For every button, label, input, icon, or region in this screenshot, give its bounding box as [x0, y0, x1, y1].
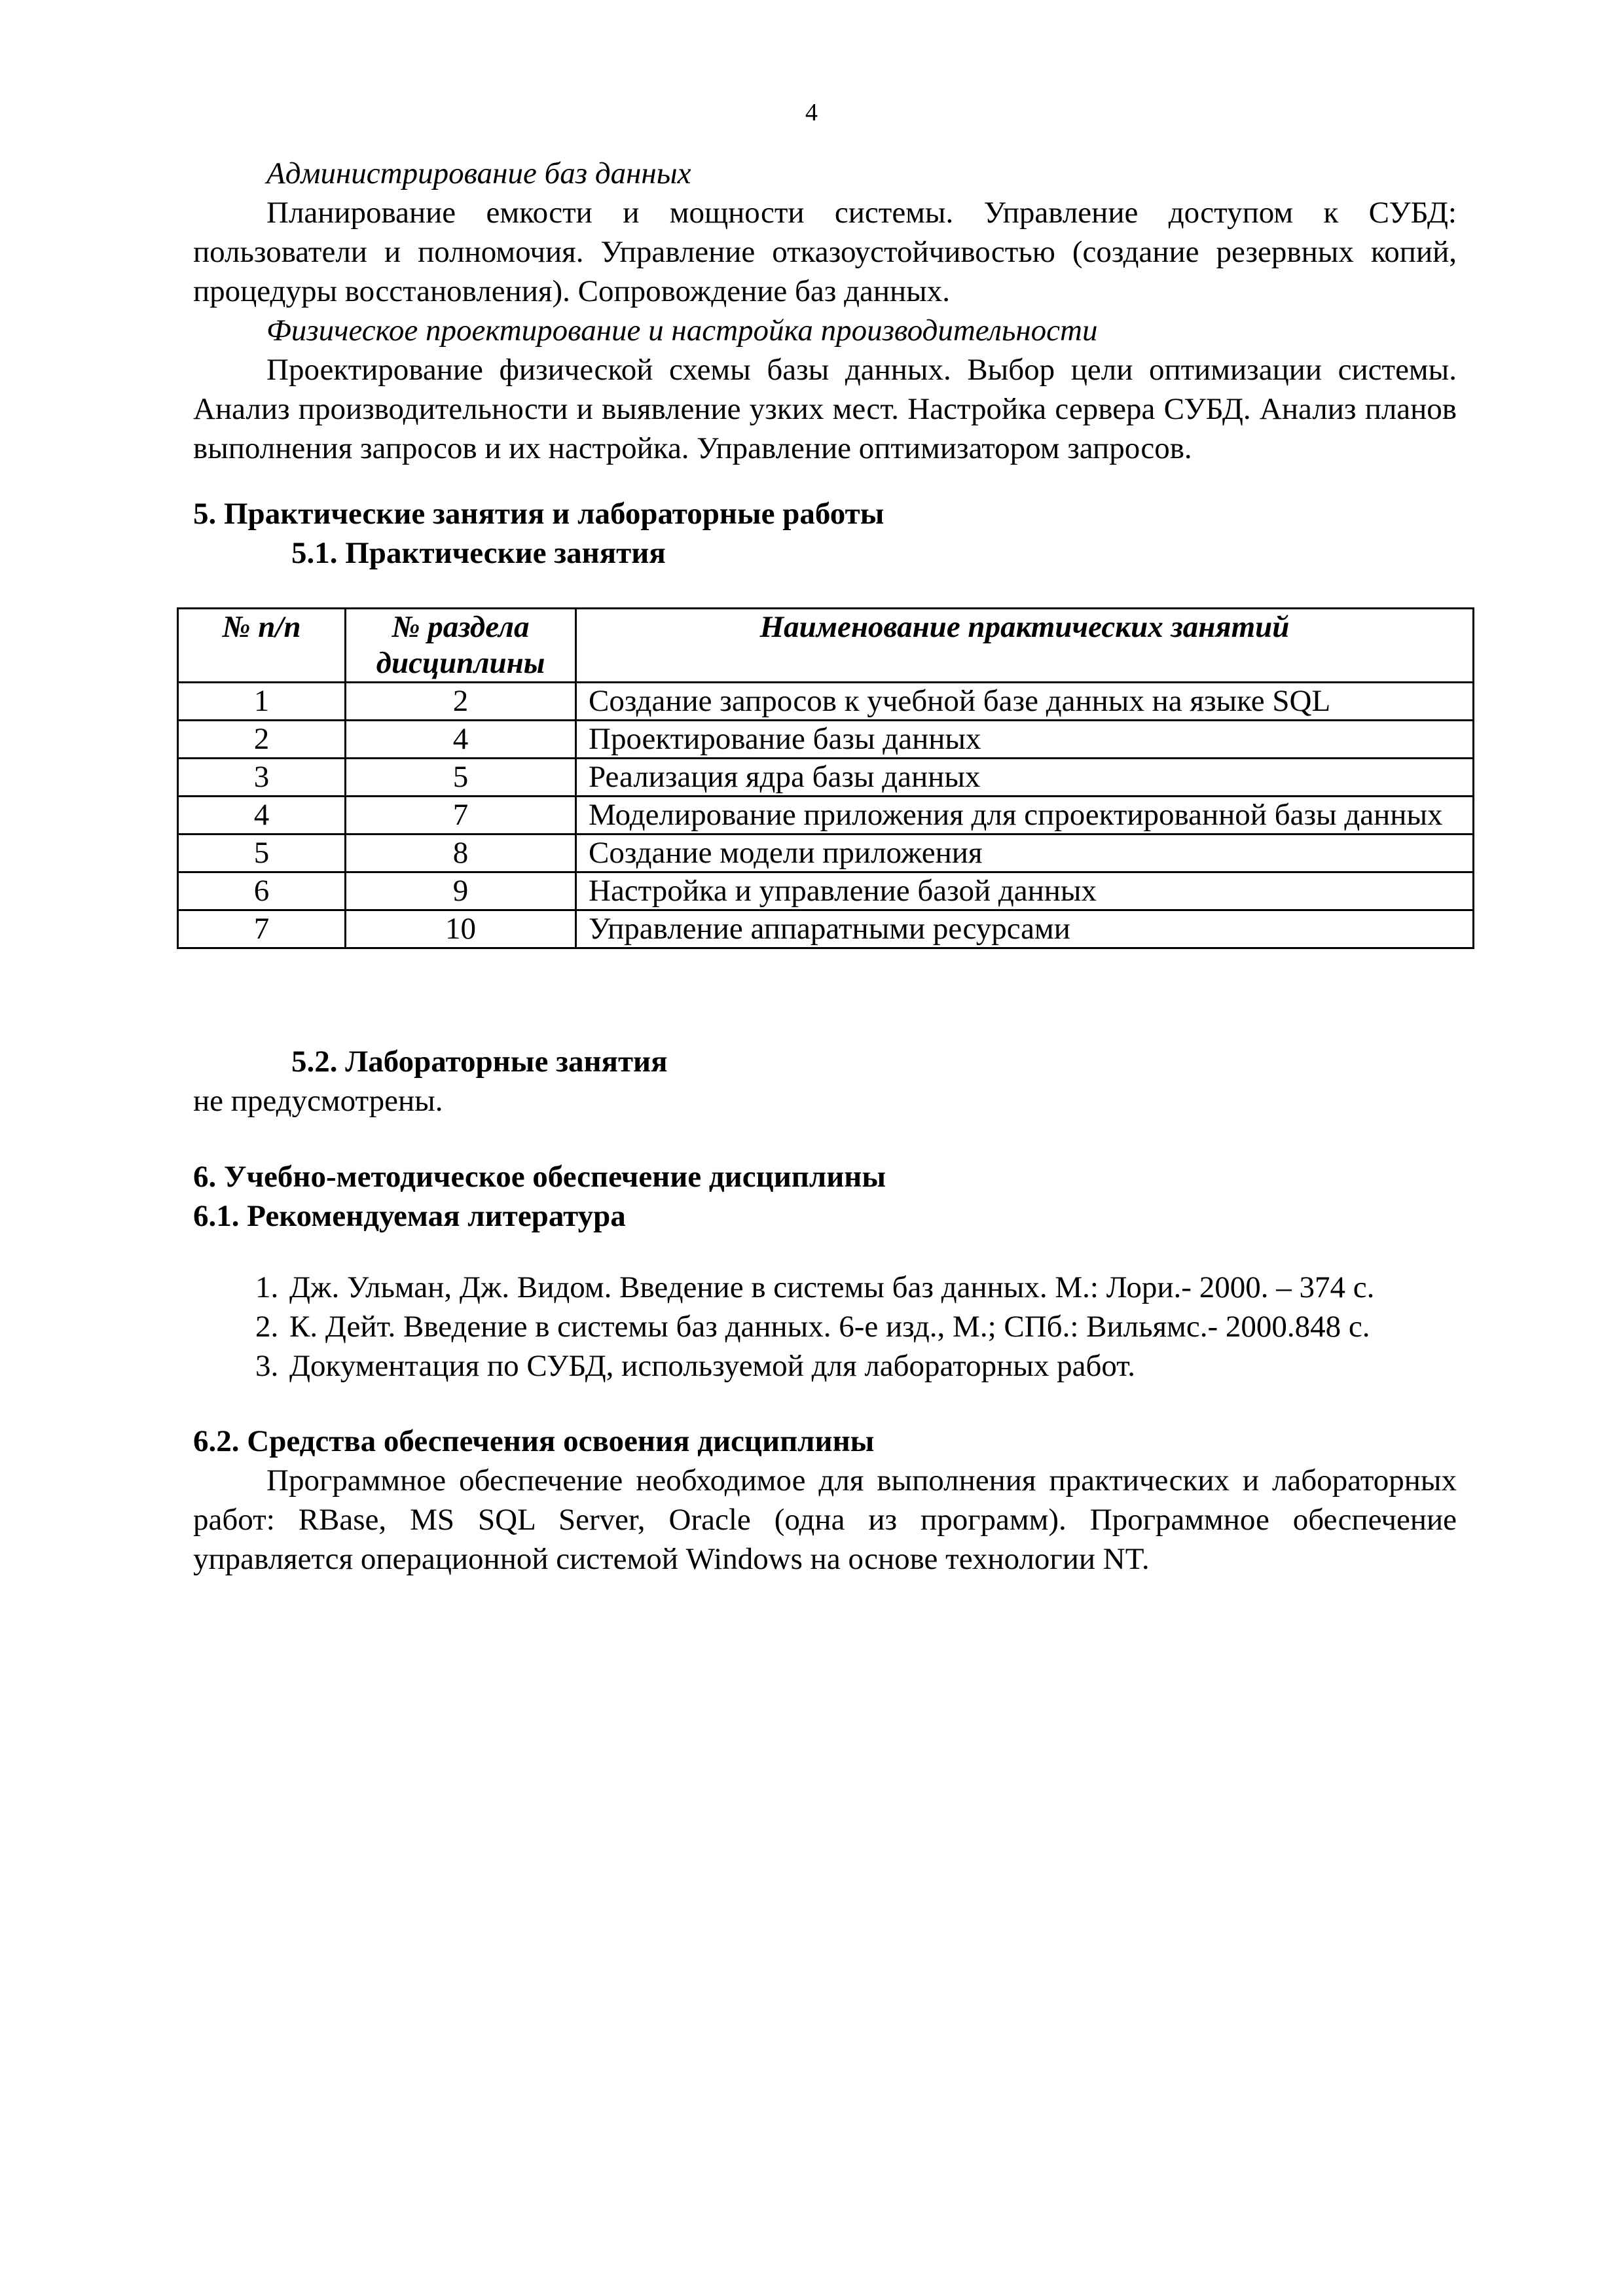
list-item-text: Дж. Ульман, Дж. Видом. Введение в системы баз данных. М.: Лори.- 2000. – 374 с.	[289, 1270, 1375, 1304]
table-row	[178, 797, 1474, 834]
row-num: 6	[178, 872, 346, 910]
row-name: Реализация ядра базы данных	[576, 759, 1474, 797]
row-section: 8	[346, 834, 576, 872]
table-row	[178, 910, 1474, 948]
list-item-number: 2.	[255, 1310, 279, 1344]
row-section: 5	[346, 759, 576, 797]
section6-sub2: 6.2. Средства обеспечения освоения дисциплины	[193, 1424, 875, 1458]
row-num: 1	[178, 683, 346, 721]
physical-heading: Физическое проектирование и настройка производительности	[266, 314, 1098, 348]
section5-sub2-text: не предусмотрены.	[193, 1084, 443, 1118]
section5-sub1: 5.1. Практические занятия	[291, 536, 666, 570]
list-item	[255, 1268, 1473, 1307]
row-name: Создание запросов к учебной базе данных на языке SQL	[576, 683, 1474, 721]
row-section: 2	[346, 683, 576, 721]
section6-sub1: 6.1. Рекомендуемая литература	[193, 1199, 626, 1233]
row-section: 9	[346, 872, 576, 910]
table-row	[178, 872, 1474, 910]
table-row	[178, 683, 1474, 721]
section6-title: 6. Учебно-методическое обеспечение дисциплины	[193, 1160, 886, 1194]
table-row	[178, 759, 1474, 797]
row-num: 3	[178, 759, 346, 797]
row-section: 7	[346, 797, 576, 834]
row-section: 4	[346, 721, 576, 759]
row-name: Проектирование базы данных	[576, 721, 1474, 759]
literature-list	[255, 1268, 1473, 1386]
list-item-text: К. Дейт. Введение в системы баз данных. 6-е изд., М.; СПб.: Вильямс.- 2000.848 с.	[289, 1310, 1370, 1344]
header-name: Наименование практических занятий	[576, 609, 1474, 683]
list-item-text: Документация по СУБД, используемой для лабораторных работ.	[289, 1349, 1135, 1383]
practical-table	[177, 607, 1474, 949]
admin-section	[193, 154, 1457, 468]
section5-title: 5. Практические занятия и лабораторные работы	[193, 497, 884, 531]
row-name: Управление аппаратными ресурсами	[576, 910, 1474, 948]
section5-sub2: 5.2. Лабораторные занятия	[291, 1045, 668, 1079]
header-section: № раздела дисциплины	[346, 609, 576, 683]
list-item-number: 1.	[255, 1270, 279, 1304]
list-item	[255, 1307, 1473, 1346]
row-section: 10	[346, 910, 576, 948]
page-number: 4	[805, 99, 818, 126]
section6-sub2-text: Программное обеспечение необходимое для выполнения практических и лабораторных работ: RBase, MS SQL Server, Oracle (одна из программ). Программное обеспечение управляется операционной системой Windows на основе технологии NT.	[193, 1463, 1457, 1576]
physical-text: Проектирование физической схемы базы данных. Выбор цели оптимизации системы. Анализ производительности и выявление узких мест. Настройка сервера СУБД. Анализ планов выполнения запросов и их настройка. Управление оптимизатором запросов.	[193, 353, 1457, 465]
row-name: Создание модели приложения	[576, 834, 1474, 872]
table-header-row	[178, 609, 1474, 683]
list-item	[255, 1346, 1473, 1386]
row-num: 5	[178, 834, 346, 872]
table-row	[178, 721, 1474, 759]
row-name: Настройка и управление базой данных	[576, 872, 1474, 910]
row-num: 4	[178, 797, 346, 834]
section6-sub2-wrap	[193, 1461, 1457, 1579]
row-num: 7	[178, 910, 346, 948]
admin-heading: Администрирование баз данных	[266, 156, 691, 190]
table-row	[178, 834, 1474, 872]
header-num: № п/п	[178, 609, 346, 683]
row-name: Моделирование приложения для спроектированной базы данных	[576, 797, 1474, 834]
admin-text: Планирование емкости и мощности системы. Управление доступом к СУБД: пользователи и полномочия. Управление отказоустойчивостью (создание резервных копий, процедуры восстановления). Сопровождение баз данных.	[193, 196, 1457, 308]
row-num: 2	[178, 721, 346, 759]
list-item-number: 3.	[255, 1349, 279, 1383]
